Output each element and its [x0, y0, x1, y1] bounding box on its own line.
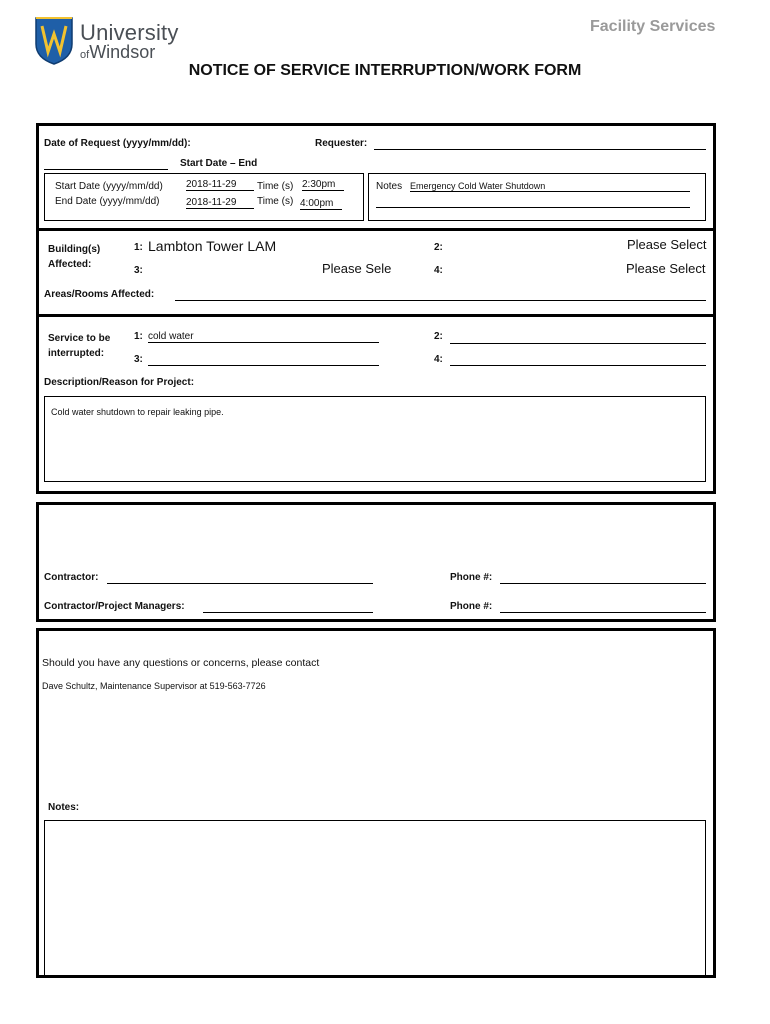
contact-question: Should you have any questions or concerns, please contact — [42, 657, 320, 669]
buildings-label-line1: Building(s) — [48, 244, 101, 255]
service-2-number: 2: — [434, 331, 443, 342]
building-1-select[interactable]: Lambton Tower LAM — [148, 238, 277, 254]
start-time-text: 2:30pm — [302, 179, 336, 190]
requester-label: Requester: — [315, 138, 368, 149]
logo-wordmark-windsor — [80, 42, 155, 63]
service-label — [48, 331, 110, 361]
phone2-label: Phone #: — [450, 601, 493, 612]
service-label-line1: Service to be — [48, 333, 111, 344]
end-time-value[interactable] — [300, 198, 342, 210]
notes-field[interactable] — [410, 181, 690, 192]
service-1-field[interactable] — [148, 331, 379, 343]
service-3-number: 3: — [134, 354, 143, 365]
end-time-label: Time (s) — [257, 196, 294, 207]
section-divider — [36, 228, 716, 231]
logo-windsor: Windsor — [89, 42, 156, 62]
areas-rooms-label: Areas/Rooms Affected: — [44, 289, 155, 300]
form-title: NOTICE OF SERVICE INTERRUPTION/WORK FORM — [188, 62, 582, 79]
phone-field[interactable] — [500, 583, 706, 584]
start-time-value[interactable] — [302, 179, 344, 191]
service-4-field[interactable] — [450, 365, 706, 366]
contractor-label: Contractor: — [44, 572, 99, 583]
service-2-field[interactable] — [450, 343, 706, 344]
university-shield-logo — [34, 16, 74, 66]
project-managers-field[interactable] — [203, 612, 373, 613]
building-2-number: 2: — [434, 242, 443, 253]
building-4-number: 4: — [434, 265, 443, 276]
project-managers-label: Contractor/Project Managers: — [44, 601, 185, 612]
end-date-label: End Date (yyyy/mm/dd) — [55, 196, 160, 207]
start-date-value[interactable] — [186, 179, 254, 191]
start-end-label: Start Date – End — [180, 158, 258, 169]
description-label: Description/Reason for Project: — [44, 377, 195, 388]
notes-label: Notes — [376, 181, 403, 192]
notes-section-label: Notes: — [48, 802, 80, 813]
service-3-field[interactable] — [148, 365, 379, 366]
end-time-text: 4:00pm — [300, 198, 334, 209]
building-2-select[interactable]: Please Select — [627, 237, 707, 252]
building-3-number: 3: — [134, 265, 143, 276]
service-1-number: 1: — [134, 331, 143, 342]
end-date-text: 2018-11-29 — [186, 197, 237, 208]
notes-field-line2[interactable] — [376, 207, 690, 208]
notes-text: Emergency Cold Water Shutdown — [410, 181, 546, 191]
start-date-text: 2018-11-29 — [186, 179, 237, 190]
start-time-label: Time (s) — [257, 181, 294, 192]
buildings-label-line2: Affected: — [48, 259, 92, 270]
notes-textarea[interactable] — [44, 820, 706, 976]
buildings-label — [48, 242, 100, 272]
description-text: Cold water shutdown to repair leaking pipe. — [51, 407, 224, 417]
department-name: Facility Services — [590, 18, 716, 35]
areas-rooms-field[interactable] — [175, 300, 706, 301]
service-4-number: 4: — [434, 354, 443, 365]
building-1-number: 1: — [134, 242, 143, 253]
service-1-text: cold water — [148, 331, 194, 342]
contractor-field[interactable] — [107, 583, 373, 584]
requester-field[interactable] — [374, 149, 706, 150]
start-date-label: Start Date (yyyy/mm/dd) — [55, 181, 163, 192]
service-label-line2: interrupted: — [48, 348, 105, 359]
building-4-select[interactable]: Please Select — [626, 261, 706, 276]
logo-of: of — [80, 49, 90, 61]
phone2-field[interactable] — [500, 612, 706, 613]
date-of-request-field[interactable] — [44, 169, 168, 170]
end-date-value[interactable] — [186, 197, 254, 209]
building-3-select[interactable]: Please Sele — [322, 261, 392, 276]
contact-person: Dave Schultz, Maintenance Supervisor at 519-563-7726 — [42, 681, 266, 691]
phone-label: Phone #: — [450, 572, 493, 583]
logo-wordmark-university: University — [80, 20, 179, 45]
date-of-request-label: Date of Request (yyyy/mm/dd): — [44, 138, 191, 149]
